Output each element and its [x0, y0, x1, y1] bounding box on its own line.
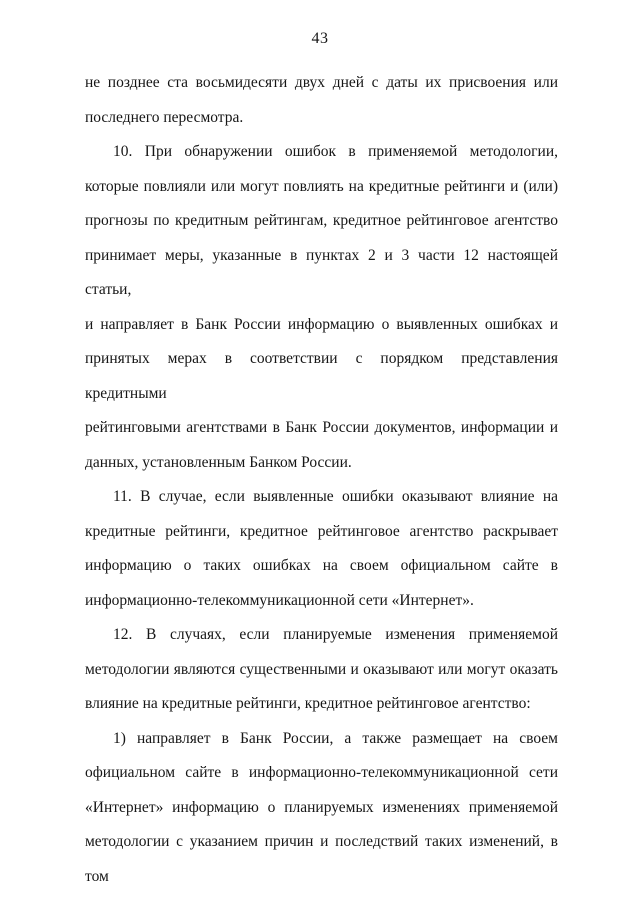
text-line: влияние на кредитные рейтинги, кредитное рейтинговое агентство:: [85, 695, 531, 712]
text-line: методологии являются существенными и оказывают или могут оказать: [85, 660, 558, 678]
text-line: 11. В случае, если выявленные ошибки оказывают влияние на: [113, 488, 558, 505]
text-line: принимает меры, указанные в пунктах 2 и 3 части 12 настоящей статьи,: [85, 246, 558, 298]
paragraph: [85, 480, 558, 618]
text-line: информацию о таких ошибках на своем официальном сайте в: [85, 557, 558, 574]
text-block: [85, 66, 558, 894]
text-line: прогнозы по кредитным рейтингам, кредитное рейтинговое агентство: [85, 212, 558, 229]
text-line: не позднее ста восьмидесяти двух дней с даты их присвоения или: [85, 74, 558, 91]
page-number: 43: [311, 30, 329, 47]
text-line: «Интернет» информацию о планируемых изменениях применяемой: [85, 798, 558, 816]
text-line: принятых мерах в соответствии с порядком представления кредитными: [85, 350, 558, 402]
text-line: рейтинговыми агентствами в Банк России документов, информации и: [85, 419, 558, 436]
text-line: 1) направляет в Банк России, а также размещает на своем: [113, 729, 558, 747]
text-line: которые повлияли или могут повлиять на кредитные рейтинги и (или): [85, 177, 558, 195]
paragraph: [85, 66, 558, 135]
text-line: официальном сайте в информационно-телекоммуникационной сети: [85, 764, 558, 781]
text-line: кредитные рейтинги, кредитное рейтинговое агентство раскрывает: [85, 522, 558, 540]
text-line: 12. В случаях, если планируемые изменения применяемой: [113, 626, 558, 643]
paragraph: [85, 618, 558, 722]
text-line: и направляет в Банк России информацию о выявленных ошибках и: [85, 315, 558, 333]
text-line: информационно-телекоммуникационной сети «Интернет».: [85, 591, 474, 609]
paragraph: [85, 722, 558, 895]
paragraph: [85, 135, 558, 480]
text-line: данных, установленным Банком России.: [85, 453, 352, 471]
text-line: методологии с указанием причин и последствий таких изменений, в том: [85, 833, 558, 885]
text-line: 10. При обнаружении ошибок в применяемой методологии,: [113, 143, 558, 160]
text-line: последнего пересмотра.: [85, 108, 244, 126]
